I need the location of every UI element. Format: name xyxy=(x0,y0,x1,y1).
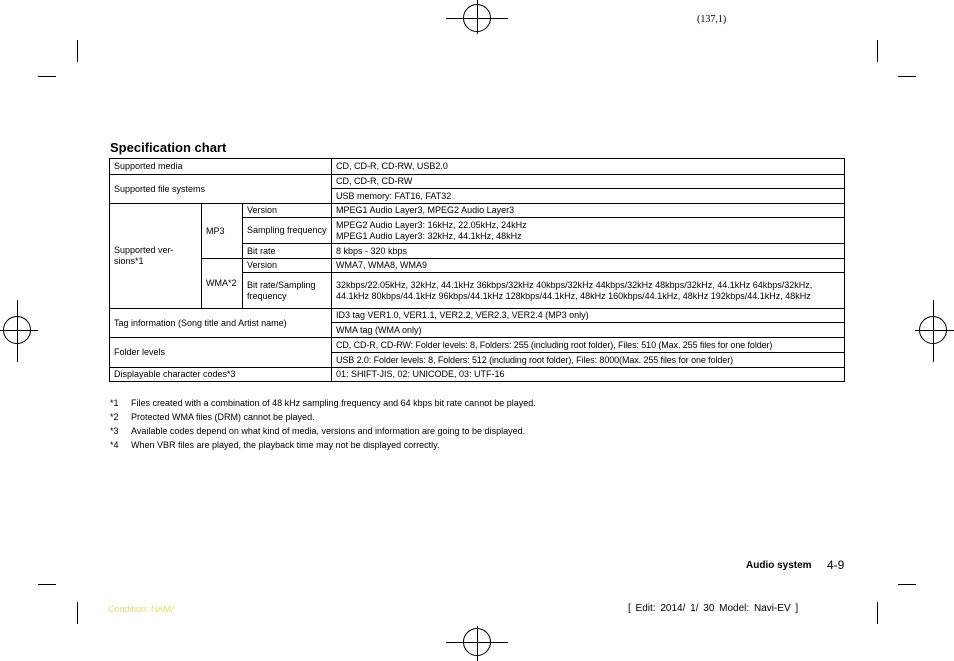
label-supported-media: Supported media xyxy=(110,159,332,175)
label-supported-versions: Supported ver- sions*1 xyxy=(110,204,202,309)
footnote: *4 When VBR files are played, the playback time may not be displayed correctly. xyxy=(110,440,440,450)
label-mp3-sampling: Sampling frequency xyxy=(243,218,332,244)
label-folder-levels: Folder levels xyxy=(110,338,332,368)
label-file-systems: Supported file systems xyxy=(110,175,332,204)
value-wma-version: WMA7, WMA8, WMA9 xyxy=(332,259,845,273)
value-character-codes: 01: SHIFT-JIS, 02: UNICODE, 03: UTF-16 xyxy=(332,368,845,382)
value-supported-media: CD, CD-R, CD-RW, USB2.0 xyxy=(332,159,845,175)
label-mp3: MP3 xyxy=(202,204,243,259)
label-mp3-bitrate: Bit rate xyxy=(243,244,332,259)
condition-label: Condition: NAM/ xyxy=(108,604,174,614)
footnote: *3 Available codes depend on what kind of media, versions and information are going to be displayed. xyxy=(110,426,526,436)
value-tag-id3: ID3 tag VER1.0, VER1.1, VER2.2, VER2.3, VER2.4 (MP3 only) xyxy=(332,309,845,323)
footnotes xyxy=(110,396,536,452)
label-mp3-version: Version xyxy=(243,204,332,218)
section-title: Specification chart xyxy=(110,140,227,155)
footnote: *1 Files created with a combination of 48 kHz sampling frequency and 64 kbps bit rate cannot be played. xyxy=(110,398,536,408)
label-tag-information: Tag information (Song title and Artist name) xyxy=(110,309,332,338)
value-folder-levels-cd: CD, CD-R, CD-RW: Folder levels: 8, Folders: 255 (including root folder), Files: 510 (Max. 255 files for one folder) xyxy=(332,338,845,353)
page-reference: (137,1) xyxy=(697,14,727,25)
specification-table xyxy=(109,158,845,382)
value-mp3-sampling: MPEG2 Audio Layer3: 16kHz, 22.05kHz, 24kHz MPEG1 Audio Layer3: 32kHz, 44.1kHz, 48kHz xyxy=(332,218,845,244)
value-folder-levels-usb: USB 2.0: Folder levels: 8, Folders: 512 (including root folder), Files: 8000(Max. 255 files for one folder) xyxy=(332,353,845,368)
edit-info: [ Edit: 2014/ 1/ 30 Model: Navi-EV ] xyxy=(628,603,799,614)
label-wma-version: Version xyxy=(243,259,332,273)
page-number: 4-9 xyxy=(827,558,845,572)
value-mp3-bitrate: 8 kbps - 320 kbps xyxy=(332,244,845,259)
value-file-systems-usb: USB memory: FAT16, FAT32 xyxy=(332,189,845,204)
label-wma: WMA*2 xyxy=(202,259,243,309)
footer-section-name: Audio system xyxy=(746,560,812,571)
footnote: *2 Protected WMA files (DRM) cannot be played. xyxy=(110,412,315,422)
value-mp3-version: MPEG1 Audio Layer3, MPEG2 Audio Layer3 xyxy=(332,204,845,218)
value-wma-bitrate-sampling: 32kbps/22.05kHz, 32kHz, 44.1kHz 36kbps/32kHz 40kbps/32kHz 44kbps/32kHz 48kbps/32kHz, 44.1kHz 64kbps/32kHz, 44.1kHz 80kbps/44.1kHz 96kbps/44.1kHz 128kbps/44.1kHz, 48kHz 160kbps/44.1kHz, 48kHz 192kbps/44.1kHz, 48kHz xyxy=(332,273,845,309)
label-character-codes: Displayable character codes*3 xyxy=(110,368,332,382)
value-file-systems-cd: CD, CD-R, CD-RW xyxy=(332,175,845,189)
label-wma-bitrate-sampling: Bit rate/Sampling frequency xyxy=(243,273,332,309)
value-tag-wma: WMA tag (WMA only) xyxy=(332,323,845,338)
